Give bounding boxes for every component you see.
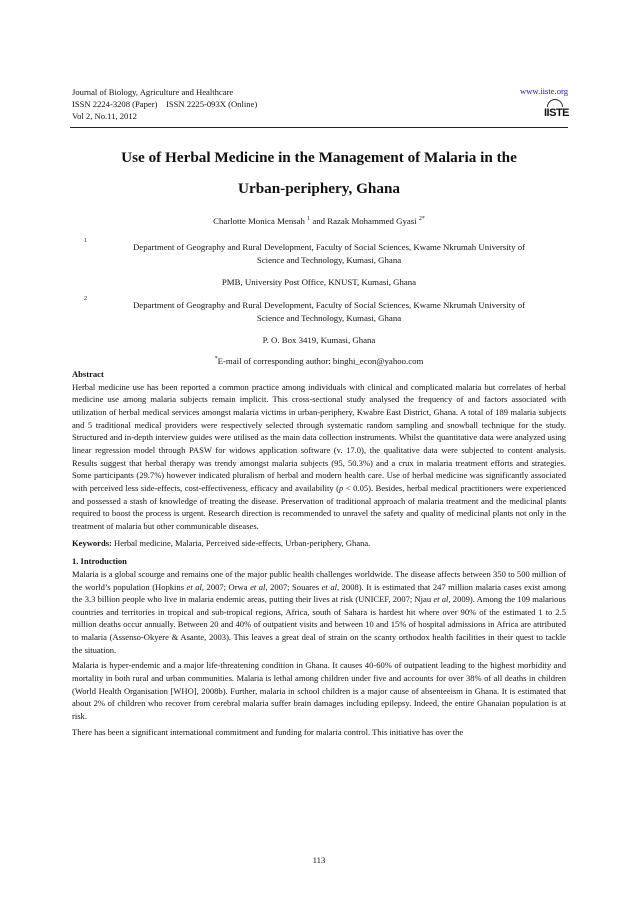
paper-title-line-2: Urban-periphery, Ghana: [237, 180, 401, 197]
logo-text: IISTE: [544, 107, 570, 119]
intro-p1-a: Malaria is a global scourge and remains one of the major public health challenges worldwide. The disease affects between 350 to 500 million of the world’s population (Hopkins: [72, 568, 566, 592]
author-2-mark: 2*: [418, 216, 425, 222]
intro-paragraph-1: [72, 568, 566, 657]
intro-paragraph-3: There has been a significant international commitment and funding for malaria control. This initiative has over the: [72, 726, 464, 737]
affiliation-1: [90, 241, 568, 267]
affiliation-1-address: PMB, University Post Office, KNUST, Kumasi, Ghana: [221, 277, 417, 287]
affiliation-2-line-2: Science and Technology, Kumasi, Ghana: [256, 313, 402, 324]
header-divider: [70, 127, 568, 128]
etal-1: et al: [186, 581, 202, 592]
journal-url-link[interactable]: www.iiste.org: [520, 86, 568, 96]
journal-issn: ISSN 2224-3208 (Paper) ISSN 2225-093X (Online): [72, 99, 258, 110]
affiliation-1-index: 1: [84, 238, 87, 244]
abstract-paragraph: [72, 381, 566, 533]
logo-arch-icon: [547, 99, 563, 107]
keywords-text: Herbal medicine, Malaria, Perceived side-effects, Urban-periphery, Ghana.: [111, 537, 371, 548]
page-number: 113: [312, 855, 326, 865]
journal-volume: Vol 2, No.11, 2012: [72, 111, 137, 122]
keywords-label: Keywords:: [72, 537, 112, 548]
main-text: [72, 368, 566, 738]
author-2: and Razak Mohammed Gyasi: [312, 216, 417, 226]
corresponding-email: [70, 353, 568, 368]
etal-3: et al: [321, 581, 337, 592]
email-text: E-mail of corresponding author: binghi_econ@yahoo.com: [217, 356, 424, 366]
intro-heading: 1. Introduction: [72, 556, 127, 567]
etal-4: et al: [433, 594, 449, 605]
intro-p1-d: , 2008). It is estimated that 247 million malaria cases exist among the 3.3 billion people who live in malaria endemic areas, putting their lives at risk (UNICEF, 2007; Njau: [72, 581, 567, 605]
intro-p1-b: , 2007; Orwa: [201, 581, 251, 592]
p-symbol: p: [339, 482, 344, 493]
abstract-heading: Abstract: [72, 369, 104, 379]
etal-2: et al: [250, 581, 266, 592]
affiliation-1-line-2: Science and Technology, Kumasi, Ghana: [256, 255, 402, 266]
keywords-line: [72, 537, 566, 550]
author-1-mark: 1: [307, 216, 311, 222]
affiliation-1-line-1: Department of Geography and Rural Development, Faculty of Social Sciences, Kwame Nkrumah University of: [132, 242, 526, 252]
abstract-text-a: Herbal medicine use has been reported a common practice among individuals with clinical and complicated malaria but correlates of herbal medicine use among malaria subjects remain implicit. This cross-sectional study analysed the frequency of and factors associated with utilization of herbal medical services amongst malaria victims in urban-periphery, Kwabre East District, Ghana. A total of 189 malaria subjects and 5 traditional medical providers were respectively selected through systematic random sampling and snowball technique for the study. Structured and in-depth interview guides were utilised as the main data collection instruments. Whilst the quantitative data were analyzed using linear regression model through PASW for widows application software (v. 17.0), the qualitative data were subjected to content analysis. Results suggest that herbal therapy was trendy amongst malaria subjects (95, 50.3%) and a crux in malaria treatment efforts and strategies. Some participants (29.7%) however indicated pluralism of herbal and modern health care. Use of herbal medicine was significantly associated with perceived less side-effects, cost-effectiveness, efficacy and availability (: [72, 381, 566, 493]
iiste-logo: [544, 99, 570, 123]
intro-p1-e: , 2009). Among the 109 malarious countries and territories in tropical and sub-tropical regions, Africa, south of Sahara is hardest hit where over 90% of the estimated 1 to 2.5 million deaths occur annually. Between 20 and 40% of outpatient visits and between 10 and 15% of hospital admissions in Africa are attributed to malaria (Assenso-Okyere & Asante, 2003). This leaves a great deal of strain on the scanty orthodox health facilities in their quest to tackle the situation.: [72, 594, 566, 655]
affiliation-2: [90, 299, 568, 325]
affiliation-2-address: P. O. Box 3419, Kumasi, Ghana: [262, 335, 376, 345]
paper-title-line-1: Use of Herbal Medicine in the Management of Malaria in the: [121, 149, 517, 166]
journal-name: Journal of Biology, Agriculture and Healthcare: [72, 87, 234, 97]
intro-p1-c: , 2007; Souares: [265, 581, 322, 592]
affiliation-2-index: 2: [84, 296, 87, 302]
author-line: [70, 213, 568, 228]
author-1: Charlotte Monica Mensah: [213, 216, 305, 226]
affiliation-2-line-1: Department of Geography and Rural Development, Faculty of Social Sciences, Kwame Nkrumah University of: [132, 300, 526, 310]
journal-header: [72, 86, 257, 123]
email-mark: *: [214, 356, 218, 362]
intro-paragraph-2: Malaria is hyper-endemic and a major life-threatening condition in Ghana. It causes 40-60% of outpatient leading to the highest morbidity and mortality in both rural and urban communities. Malaria is lethal among children under five and accounts for over 38% of all deaths in children (World Health Organisation [WHO], 2008b). Further, malaria in school children is a major cause of absenteeism in Ghana. It is estimated that about 2% of children who recover from cerebral malaria suffer brain damages including epilepsy. Indeed, the entire Ghanaian population is at risk.: [72, 660, 566, 722]
abstract-text-b: < 0.05). Besides, herbal medical practitioners were experienced and possessed a stash of knowledge of treating the disease. Preservation of traditional approach of malaria treatment and the medicinal plants required to boost the process is urgent. Research direction is recommended to unravel the safety and quality of medicinal plants not only in the treatment of malaria but other communicable diseases.: [72, 482, 566, 531]
